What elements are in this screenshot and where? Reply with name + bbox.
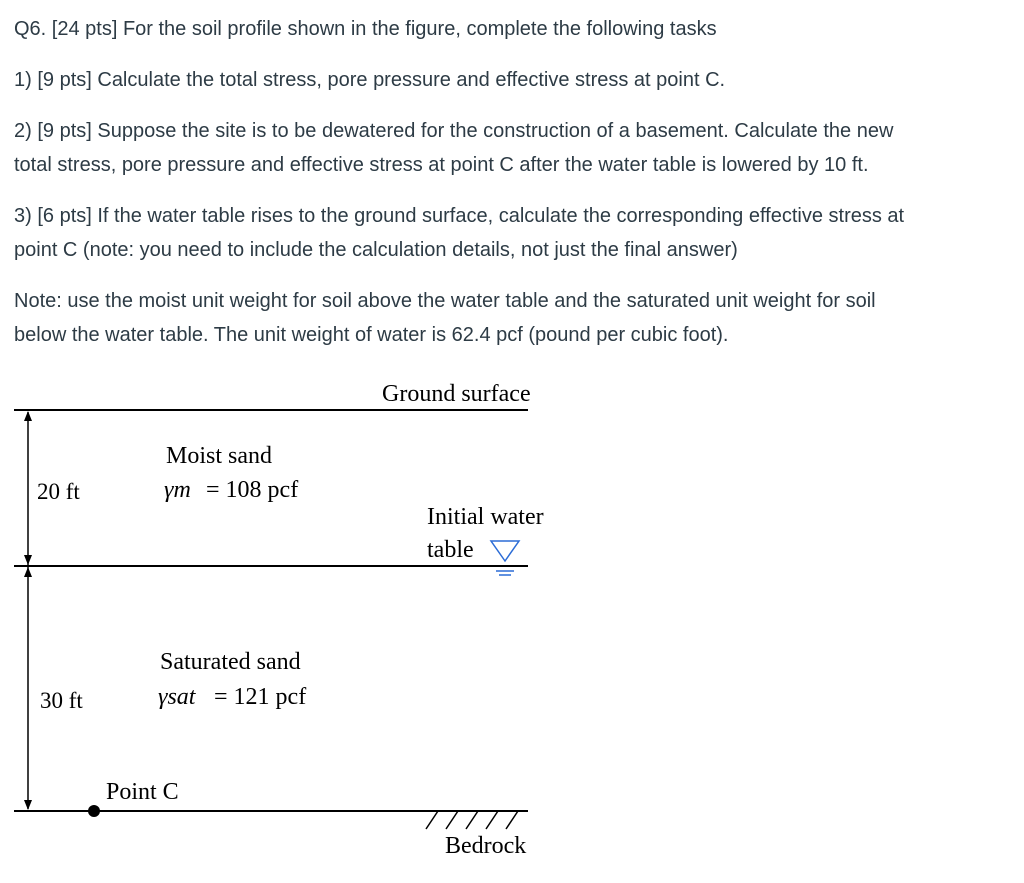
soil-profile-figure: [0, 360, 1024, 883]
layer1-symbol: γm: [164, 477, 191, 503]
bedrock-hatch-icon: [426, 811, 518, 829]
note: [14, 284, 1014, 352]
water-table-label-line2: table: [427, 537, 474, 563]
point-c-label: Point C: [106, 779, 179, 805]
task-2-line-2: total stress, pore pressure and effective stress at point C after the water table is lowered by 10 ft.: [14, 154, 869, 176]
task-2: [14, 114, 1014, 182]
task-2-line-1: 2) [9 pts] Suppose the site is to be dewatered for the construction of a basement. Calculate the new: [14, 120, 894, 142]
water-table-label-line1: Initial water: [427, 504, 544, 530]
layer2-value: = 121 pcf: [214, 684, 307, 710]
arrow-top: [24, 411, 32, 421]
water-table-icon: [491, 541, 519, 575]
question-title: Q6. [24 pts] For the soil profile shown in the figure, complete the following tasks: [14, 18, 717, 40]
task-3-line-1: 3) [6 pts] If the water table rises to the ground surface, calculate the corresponding effective stress at: [14, 205, 905, 227]
task-3: [14, 199, 1019, 267]
layer2-thickness: 30 ft: [40, 688, 83, 713]
note-line-2: below the water table. The unit weight of water is 62.4 pcf (pound per cubic foot).: [14, 324, 729, 346]
task-3-line-2: point C (note: you need to include the calculation details, not just the final answer): [14, 239, 738, 261]
bedrock-label: Bedrock: [445, 833, 527, 859]
point-c-marker: [88, 805, 100, 817]
task-1: 1) [9 pts] Calculate the total stress, pore pressure and effective stress at point C.: [14, 69, 726, 91]
layer1-value: = 108 pcf: [206, 477, 299, 503]
layer2-symbol: γsat: [158, 684, 196, 710]
note-line-1: Note: use the moist unit weight for soil above the water table and the saturated unit weight for soil: [14, 290, 876, 312]
layer1-thickness: 20 ft: [37, 479, 80, 504]
arrow-bottom: [24, 800, 32, 810]
arrow-mid-down: [24, 555, 32, 565]
layer2-name: Saturated sand: [160, 649, 301, 675]
arrow-mid-up: [24, 567, 32, 577]
ground-surface-label: Ground surface: [382, 381, 531, 407]
layer1-name: Moist sand: [166, 443, 273, 469]
